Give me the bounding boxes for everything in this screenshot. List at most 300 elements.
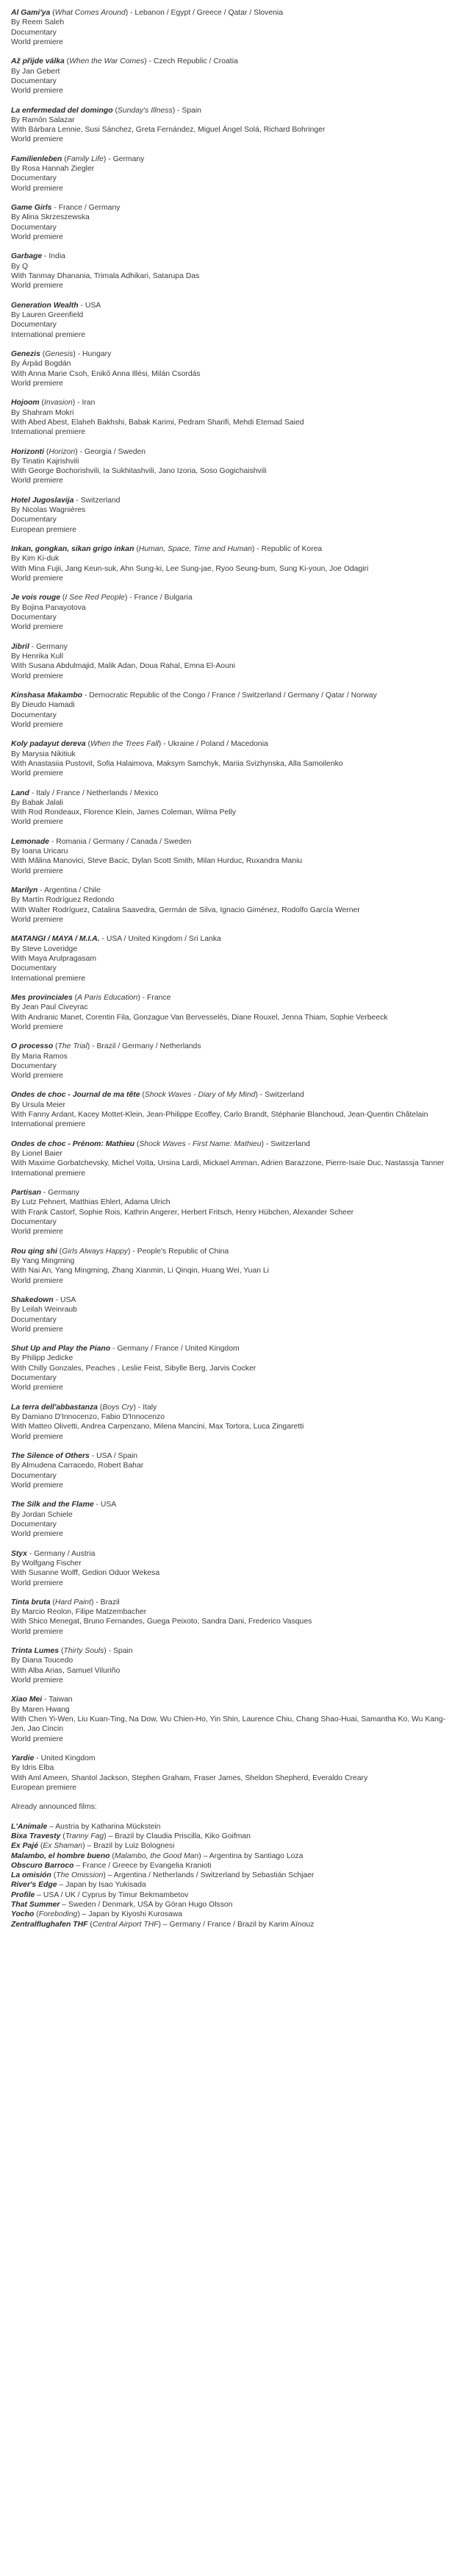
film-heading: Ondes de choc - Journal de ma tête (Shock Waves - Diary of My Mind) - Switzerland xyxy=(11,1091,304,1100)
film-director: By Jordan Schiele xyxy=(11,1510,73,1519)
film-title: La enfermedad del domingo xyxy=(11,106,113,115)
announced-original-title: The Omission xyxy=(56,1871,104,1880)
announced-details: – Argentina by Santiago Loza xyxy=(201,1851,304,1860)
film-type: Documentary xyxy=(11,1520,57,1529)
film-countries: France / Bulgaria xyxy=(134,594,193,602)
film-type: Documentary xyxy=(11,516,57,524)
film-heading: Inkan, gongkan, sikan grigo inkan (Human, Space, Time and Human) - Republic of Korea xyxy=(11,545,323,554)
already-announced-item: Yocho (Foreboding) – Japan by Kiyoshi Kurosawa xyxy=(11,1910,182,1919)
film-original-title: Horizon xyxy=(49,447,76,456)
film-countries: Germany xyxy=(112,154,145,163)
film-original-title: Sunday's Illness xyxy=(117,106,173,115)
film-premiere: World premiere xyxy=(11,87,63,96)
already-announced-item: Malambo, el hombre bueno (Malambo, the Good Man) – Argentina by Santiago Loza xyxy=(11,1851,304,1860)
film-countries: Romania / Germany / Canada / Sweden xyxy=(56,837,192,846)
film-title: MATANGI / MAYA / M.I.A. xyxy=(11,935,100,944)
film-original-title: Family Life xyxy=(66,154,104,163)
film-entry xyxy=(11,544,452,583)
film-heading: MATANGI / MAYA / M.I.A. - USA / United Kingdom / Sri Lanka xyxy=(11,935,221,944)
film-original-title: Human, Space, Time and Human xyxy=(138,545,252,554)
film-type: Documentary xyxy=(11,1217,57,1226)
film-director: By Maria Ramos xyxy=(11,1052,68,1061)
film-cast: With Shico Menegat, Bruno Fernandes, Guega Peixoto, Sandra Dani, Frederico Vasques xyxy=(11,1618,312,1626)
already-announced-item xyxy=(11,1880,452,1890)
film-premiere: World premiere xyxy=(11,184,63,193)
film-director: By Tinatin Kajrishvili xyxy=(11,457,79,466)
film-director: By Marcio Reolon, Filipe Matzembacher xyxy=(11,1608,147,1617)
film-countries: Switzerland xyxy=(270,1139,310,1148)
film-countries: Italy xyxy=(143,1403,157,1412)
film-entry xyxy=(11,398,452,437)
already-announced-item: La omisión (The Omission) – Argentina / Netherlands / Switzerland by Sebastián Schjaer xyxy=(11,1871,315,1880)
film-heading: Hotel Jugoslavija - Switzerland xyxy=(11,496,121,505)
announced-details: – Austria by Katharina Mückstein xyxy=(47,1822,161,1831)
film-cast: With Maya Arulpragasam xyxy=(11,954,97,963)
film-director: By Babak Jalali xyxy=(11,798,64,807)
film-countries: People's Republic of China xyxy=(137,1247,229,1256)
film-premiere: World premiere xyxy=(11,233,63,242)
film-title: La terra dell'abbastanza xyxy=(11,1403,98,1412)
film-heading: The Silence of Others - USA / Spain xyxy=(11,1452,138,1461)
already-announced-item: Bixa Travesty (Tranny Fag) – Brazil by Claudia Priscilla, Kiko Goifman xyxy=(11,1832,251,1840)
film-cast: With Anna Marie Csoh, Enikő Anna Illési, Milán Csordás xyxy=(11,369,201,378)
film-heading: Yardie - United Kingdom xyxy=(11,1754,96,1763)
film-heading: Kinshasa Makambo - Democratic Republic of the Congo / France / Switzerland / Germany / Qatar / Norway xyxy=(11,691,377,700)
film-cast: With Susanne Wolff, Gedion Oduor Wekesa xyxy=(11,1569,160,1578)
film-director: By Philipp Jedicke xyxy=(11,1354,73,1363)
film-entry xyxy=(11,57,452,96)
film-title: Ondes de choc - Prénom: Mathieu xyxy=(11,1139,135,1148)
film-premiere: World premiere xyxy=(11,1228,63,1237)
film-entry xyxy=(11,1695,452,1743)
film-heading: Land - Italy / France / Netherlands / Mexico xyxy=(11,789,159,797)
film-heading: Marilyn - Argentina / Chile xyxy=(11,886,101,895)
announced-title: L'Animale xyxy=(11,1822,48,1831)
film-premiere: World premiere xyxy=(11,915,63,924)
film-cast: With Fanny Ardant, Kacey Mottet-Klein, Jean-Philippe Ecoffey, Carlo Brandt, Stéphanie Blanchoud, Jean-Quentin Châtelain xyxy=(11,1111,428,1120)
film-entry xyxy=(11,1188,452,1237)
already-announced-item xyxy=(11,1890,452,1900)
film-countries: Germany / Austria xyxy=(34,1549,96,1558)
film-entry xyxy=(11,1344,452,1392)
film-title: Koly padayut dereva xyxy=(11,740,86,749)
announced-details: – Argentina / Netherlands / Switzerland by Sebastián Schjaer xyxy=(105,1871,315,1880)
film-premiere: World premiere xyxy=(11,720,63,729)
film-countries: Germany / France / United Kingdom xyxy=(117,1345,240,1353)
film-cast: With Walter Rodríguez, Catalina Saavedra, Germán de Silva, Ignacio Giménez, Rodolfo García Werner xyxy=(11,905,360,914)
already-announced-item xyxy=(11,1861,452,1871)
film-entry xyxy=(11,1754,452,1793)
film-countries: Brazil xyxy=(100,1598,120,1607)
film-director: By Maren Hwang xyxy=(11,1705,70,1714)
film-cast: With Anastasiia Pustovit, Sofia Halaimova, Maksym Samchyk, Mariia Svizhynska, Alla Samoilenko xyxy=(11,759,343,768)
film-premiere: World premiere xyxy=(11,1579,63,1587)
film-countries: Spain xyxy=(112,1647,133,1656)
film-entry xyxy=(11,642,452,681)
film-premiere: World premiere xyxy=(11,867,63,875)
film-type: Documentary xyxy=(11,964,57,973)
film-entry xyxy=(11,252,452,291)
film-cast: With Susana Abdulmajid, Malik Adan, Doua Rahal, Emna El-Aouni xyxy=(11,662,235,671)
film-heading: Koly padayut dereva (When the Trees Fall) - Ukraine / Poland / Macedonia xyxy=(11,740,268,749)
film-entry xyxy=(11,496,452,535)
film-entry xyxy=(11,1090,452,1129)
film-cast: With Alba Arias, Samuel Viluriño xyxy=(11,1666,121,1675)
film-heading: Trinta Lumes (Thirty Souls) - Spain xyxy=(11,1647,133,1656)
film-entry xyxy=(11,1646,452,1685)
film-premiere: World premiere xyxy=(11,477,63,485)
film-premiere: World premiere xyxy=(11,623,63,632)
film-countries: Germany xyxy=(48,1189,79,1198)
film-title: The Silence of Others xyxy=(11,1452,90,1461)
film-title: Game Girls xyxy=(11,204,52,213)
film-heading: Až přijde válka (When the War Comes) - Czech Republic / Croatia xyxy=(11,57,238,66)
film-cast: With Chilly Gonzales, Peaches , Leslie Feist, Sibylle Berg, Jarvis Cocker xyxy=(11,1364,256,1373)
film-premiere: International premiere xyxy=(11,428,86,437)
film-premiere: European premiere xyxy=(11,1783,76,1792)
film-cast: With Mălina Manovici, Steve Bacic, Dylan Scott Smith, Milan Hurduc, Ruxandra Maniu xyxy=(11,857,303,866)
film-countries: USA / Spain xyxy=(96,1452,138,1461)
film-heading: La terra dell'abbastanza (Boys Cry) - Italy xyxy=(11,1403,157,1412)
film-type: Documentary xyxy=(11,174,57,183)
film-director: By Dieudo Hamadi xyxy=(11,701,75,710)
already-announced-section xyxy=(11,1802,452,1929)
announced-original-title: Foreboding xyxy=(38,1910,78,1919)
announced-title: That Summer xyxy=(11,1901,60,1910)
announced-title: River's Edge xyxy=(11,1881,57,1890)
film-countries: Switzerland xyxy=(80,496,121,505)
film-entry xyxy=(11,993,452,1032)
film-countries: Hungary xyxy=(82,349,112,358)
film-director: By Lionel Baier xyxy=(11,1150,62,1159)
film-director: By Bojina Panayotova xyxy=(11,603,86,612)
film-original-title: Hard Paint xyxy=(54,1598,91,1607)
film-heading: Al Gami'ya (What Comes Around) - Lebanon / Egypt / Greece / Qatar / Slovenia xyxy=(11,9,284,17)
film-premiere: World premiere xyxy=(11,672,63,680)
announced-details: – USA / UK / Cyprus by Timur Bekmambetov xyxy=(35,1890,189,1899)
film-director: By Nicolas Wagnières xyxy=(11,506,86,515)
film-cast: With Rod Rondeaux, Florence Klein, James Coleman, Wilma Pelly xyxy=(11,808,237,817)
announced-details: – Sweden / Denmark, USA by Göran Hugo Olsson xyxy=(60,1901,233,1910)
film-title: Rou qing shi xyxy=(11,1247,57,1256)
film-heading: Generation Wealth - USA xyxy=(11,301,101,310)
film-director: By Alina Skrzeszewska xyxy=(11,213,90,222)
film-title: Shakedown xyxy=(11,1295,54,1304)
film-director: By Shahram Mokri xyxy=(11,408,74,417)
film-heading: Horizonti (Horizon) - Georgia / Sweden xyxy=(11,447,146,456)
film-title: Tinta bruta xyxy=(11,1598,51,1607)
film-title: Je vois rouge xyxy=(11,594,60,602)
film-entry xyxy=(11,106,452,145)
announced-details: – Germany / France / Brazil by Karim Aïnouz xyxy=(161,1920,315,1929)
film-premiere: World premiere xyxy=(11,1022,63,1031)
film-director: By Henrika Kull xyxy=(11,652,64,661)
film-director: By Leilah Weinraub xyxy=(11,1306,77,1314)
film-premiere: World premiere xyxy=(11,1276,63,1285)
film-director: By Martín Rodríguez Redondo xyxy=(11,896,115,905)
film-director: By Jan Gebert xyxy=(11,67,60,76)
announced-title: La omisión xyxy=(11,1871,51,1880)
announced-details: – Japan by Kiyoshi Kurosawa xyxy=(79,1910,182,1919)
film-title: Land xyxy=(11,789,29,797)
film-heading: Je vois rouge (I See Red People) - France / Bulgaria xyxy=(11,594,193,602)
film-cast: With Maxime Gorbatchevsky, Michel Voïta, Ursina Lardi, Mickael Amman, Adrien Barazzone, Pierre-Isaïe Duc, Nastassja Tanner xyxy=(11,1159,445,1168)
film-director: By Damiano D'Innocenzo, Fabio D'Innocenzo xyxy=(11,1413,165,1422)
film-premiere: World premiere xyxy=(11,379,63,388)
film-entry xyxy=(11,739,452,778)
film-type: Documentary xyxy=(11,223,57,232)
film-title: Mes provinciales xyxy=(11,993,73,1002)
announced-title: Zentralflughafen THF xyxy=(11,1920,88,1929)
announced-original-title: Malambo, the Good Man xyxy=(114,1851,199,1860)
film-cast: With Andranic Manet, Corentin Fila, Gonzague Van Bervesselès, Diane Rouxel, Jenna Thiam, Sophie Verbeeck xyxy=(11,1013,388,1022)
film-original-title: Shock Waves - First Name: Mathieu xyxy=(139,1139,262,1148)
film-title: O processo xyxy=(11,1042,54,1051)
film-heading: O processo (The Trial) - Brazil / Germany / Netherlands xyxy=(11,1042,201,1051)
film-countries: Czech Republic / Croatia xyxy=(153,57,238,66)
film-entry xyxy=(11,886,452,925)
film-countries: France xyxy=(147,993,171,1002)
film-heading: Partisan - Germany xyxy=(11,1189,79,1198)
film-entry xyxy=(11,8,452,47)
film-title: Marilyn xyxy=(11,886,38,895)
announced-details: – France / Greece by Evangelia Kranioti xyxy=(73,1861,212,1870)
already-announced-item: Zentralflughafen THF (Central Airport THF) – Germany / France / Brazil by Karim Aïnouz xyxy=(11,1920,315,1929)
film-heading: Familienleben (Family Life) - Germany xyxy=(11,154,145,163)
film-director: By Marysia Nikitiuk xyxy=(11,750,76,758)
announced-original-title: Tranny Fag xyxy=(65,1832,104,1840)
film-title: Horizonti xyxy=(11,447,45,456)
film-countries: Spain xyxy=(182,106,201,115)
film-title: Styx xyxy=(11,1549,27,1558)
film-entry xyxy=(11,1598,452,1637)
film-premiere: World premiere xyxy=(11,135,63,144)
film-original-title: Thirty Souls xyxy=(63,1647,104,1656)
film-heading: Shakedown - USA xyxy=(11,1295,76,1304)
film-premiere: World premiere xyxy=(11,1676,63,1685)
film-list xyxy=(11,8,452,1793)
film-original-title: A Paris Education xyxy=(77,993,138,1002)
film-title: Generation Wealth xyxy=(11,301,79,310)
film-countries: Italy / France / Netherlands / Mexico xyxy=(36,789,159,797)
film-type: Documentary xyxy=(11,1471,57,1480)
film-title: Ondes de choc - Journal de ma tête xyxy=(11,1091,140,1100)
film-director: By Reem Saleh xyxy=(11,18,65,27)
film-director: By Ursula Meier xyxy=(11,1100,65,1109)
film-heading: Garbage - India xyxy=(11,252,65,261)
film-premiere: World premiere xyxy=(11,818,63,827)
film-type: Documentary xyxy=(11,28,57,37)
film-original-title: Girls Always Happy xyxy=(62,1247,128,1256)
film-premiere: International premiere xyxy=(11,1120,86,1129)
film-heading: Shut Up and Play the Piano - Germany / France / United Kingdom xyxy=(11,1345,240,1353)
film-cast: With Matteo Olivetti, Andrea Carpenzano, Milena Mancini, Max Tortora, Luca Zingaretti xyxy=(11,1423,304,1431)
film-premiere: World premiere xyxy=(11,1530,63,1539)
film-countries: Lebanon / Egypt / Greece / Qatar / Slovenia xyxy=(134,9,284,17)
film-premiere: World premiere xyxy=(11,1734,63,1743)
film-heading: Xiao Mei - Taiwan xyxy=(11,1696,73,1704)
film-director: By Árpád Bogdán xyxy=(11,360,71,369)
film-cast: With Bárbara Lennie, Susi Sánchez, Greta Fernández, Miguel Ángel Solá, Richard Bohringer xyxy=(11,126,326,135)
film-countries: India xyxy=(49,252,65,261)
already-announced-list xyxy=(11,1822,452,1929)
announced-title: Ex Pajé xyxy=(11,1842,38,1851)
film-heading: Hojoom (Invasion) - Iran xyxy=(11,399,96,408)
film-countries: Ukraine / Poland / Macedonia xyxy=(168,740,268,749)
film-countries: Germany xyxy=(36,642,68,651)
announced-title: Obscuro Barroco xyxy=(11,1861,74,1870)
film-original-title: When the Trees Fall xyxy=(90,740,159,749)
film-title: Xiao Mei xyxy=(11,1696,43,1704)
film-entry xyxy=(11,1549,452,1588)
film-original-title: Invasion xyxy=(44,399,73,408)
film-type: Documentary xyxy=(11,77,57,85)
film-premiere: International premiere xyxy=(11,330,86,339)
film-director: By Diana Toucedo xyxy=(11,1657,73,1665)
announced-details: – Japan by Isao Yukisada xyxy=(57,1881,146,1890)
film-entry xyxy=(11,1403,452,1442)
film-entry xyxy=(11,1500,452,1539)
film-countries: Switzerland xyxy=(265,1091,304,1100)
film-entry xyxy=(11,447,452,486)
film-premiere: World premiere xyxy=(11,1432,63,1441)
film-entry xyxy=(11,1295,452,1334)
film-countries: Argentina / Chile xyxy=(44,886,101,895)
film-heading: Tinta bruta (Hard Paint) - Brazil xyxy=(11,1598,120,1607)
film-director: By Yang Mingming xyxy=(11,1256,75,1265)
film-premiere: World premiere xyxy=(11,1072,63,1081)
announced-title: Yocho xyxy=(11,1910,35,1919)
film-director: By Lauren Greenfield xyxy=(11,310,84,319)
film-premiere: World premiere xyxy=(11,769,63,778)
film-type: Documentary xyxy=(11,613,57,622)
film-title: Genezis xyxy=(11,349,40,358)
film-countries: USA xyxy=(85,301,101,310)
film-director: By Jean Paul Civeyrac xyxy=(11,1003,88,1012)
film-director: By Q xyxy=(11,262,29,271)
film-type: Documentary xyxy=(11,1315,57,1324)
announced-title: Malambo, el hombre bueno xyxy=(11,1851,110,1860)
film-entry xyxy=(11,203,452,242)
film-countries: Brazil / Germany / Netherlands xyxy=(96,1042,201,1051)
film-countries: France / Germany xyxy=(58,204,121,213)
film-premiere: World premiere xyxy=(11,1481,63,1490)
film-cast: With Mina Fujii, Jang Keun-suk, Ahn Sung-ki, Lee Sung-jae, Ryoo Seung-bum, Sung Ki-youn, Joe Odagiri xyxy=(11,564,369,573)
film-countries: Iran xyxy=(82,399,96,408)
already-announced-item xyxy=(11,1900,452,1910)
film-director: By Wolfgang Fischer xyxy=(11,1559,82,1568)
film-entry xyxy=(11,154,452,193)
film-title: Yardie xyxy=(11,1754,35,1763)
film-premiere: World premiere xyxy=(11,1325,63,1334)
already-announced-heading: Already announced films: xyxy=(11,1803,97,1812)
film-type: Documentary xyxy=(11,1061,57,1070)
film-premiere: World premiere xyxy=(11,574,63,583)
film-entry xyxy=(11,593,452,632)
already-announced-item: Ex Pajé (Ex Shaman) – Brazil by Luiz Bolognesi xyxy=(11,1842,175,1851)
announced-title: Bixa Travesty xyxy=(11,1832,61,1840)
film-heading: Rou qing shi (Girls Always Happy) - People's Republic of China xyxy=(11,1247,229,1256)
film-premiere: International premiere xyxy=(11,1169,86,1178)
film-premiere: European premiere xyxy=(11,525,76,534)
film-entry xyxy=(11,934,452,983)
film-original-title: Shock Waves - Diary of My Mind xyxy=(144,1091,256,1100)
film-countries: USA / United Kingdom / Sri Lanka xyxy=(106,935,221,944)
film-heading: Mes provinciales (A Paris Education) - France xyxy=(11,993,171,1002)
film-director: By Lutz Pehnert, Matthias Ehlert, Adama Ulrich xyxy=(11,1198,171,1207)
film-entry xyxy=(11,1042,452,1081)
film-premiere: World premiere xyxy=(11,1627,63,1636)
film-title: Až přijde válka xyxy=(11,57,65,66)
film-director: By Ioana Uricaru xyxy=(11,847,68,856)
film-title: Trinta Lumes xyxy=(11,1647,60,1656)
film-premiere: World premiere xyxy=(11,282,63,291)
film-title: Lemonade xyxy=(11,837,49,846)
film-type: Documentary xyxy=(11,711,57,719)
film-title: Partisan xyxy=(11,1189,42,1198)
film-countries: Democratic Republic of the Congo / France / Switzerland / Germany / Qatar / Norway xyxy=(89,691,377,700)
film-type: Documentary xyxy=(11,1374,57,1383)
film-cast: With Nai An, Yang Mingming, Zhang Xianmin, Li Qinqin, Huang Wei, Yuan Li xyxy=(11,1267,269,1275)
film-title: Kinshasa Makambo xyxy=(11,691,83,700)
film-cast: With Chen Yi-Wen, Liu Kuan-Ting, Na Dow, Wu Chien-Ho, Yin Shin, Laurence Chiu, Chang Shao-Huai, Samantha Ko, Wu Kang-Jen, Jao Cincin xyxy=(11,1715,446,1734)
film-title: Hotel Jugoslavija xyxy=(11,496,74,505)
film-entry xyxy=(11,1139,452,1178)
film-heading: Ondes de choc - Prénom: Mathieu (Shock Waves - First Name: Mathieu) - Switzerland xyxy=(11,1139,310,1148)
film-director: By Rosa Hannah Ziegler xyxy=(11,165,95,174)
film-director: By Steve Loveridge xyxy=(11,944,78,953)
film-heading: Jibril - Germany xyxy=(11,642,68,651)
film-title: Inkan, gongkan, sikan grigo inkan xyxy=(11,545,134,554)
already-announced-item xyxy=(11,1822,452,1832)
film-director: By Kim Ki-duk xyxy=(11,555,60,563)
film-entry xyxy=(11,301,452,340)
film-title: Familienleben xyxy=(11,154,62,163)
film-original-title: I See Red People xyxy=(65,594,125,602)
film-heading: Styx - Germany / Austria xyxy=(11,1549,96,1558)
film-countries: Georgia / Sweden xyxy=(84,447,146,456)
announced-original-title: Ex Shaman xyxy=(43,1842,83,1851)
film-title: Shut Up and Play the Piano xyxy=(11,1345,111,1353)
film-title: Jibril xyxy=(11,642,29,651)
film-countries: USA xyxy=(100,1501,117,1509)
film-countries: United Kingdom xyxy=(40,1754,96,1763)
film-heading: Game Girls - France / Germany xyxy=(11,204,121,213)
film-countries: Taiwan xyxy=(49,1696,73,1704)
film-cast: With Tanmay Dhanania, Trimala Adhikari, Satarupa Das xyxy=(11,272,200,280)
film-heading: The Silk and the Flame - USA xyxy=(11,1501,117,1509)
film-premiere: International premiere xyxy=(11,974,86,983)
film-entry xyxy=(11,789,452,828)
film-title: The Silk and the Flame xyxy=(11,1501,94,1509)
announced-title: Profile xyxy=(11,1890,35,1899)
film-cast: With Abed Abest, Elaheh Bakhshi, Babak Karimi, Pedram Sharifi, Mehdi Etemad Saied xyxy=(11,418,304,427)
film-entry xyxy=(11,1451,452,1490)
film-premiere: World premiere xyxy=(11,1384,63,1392)
film-entry xyxy=(11,837,452,876)
film-cast: With George Bochorishvili, Ia Sukhitashvili, Jano Izoria, Soso Gogichaishvili xyxy=(11,467,267,476)
film-entry xyxy=(11,691,452,730)
film-original-title: Boys Cry xyxy=(102,1403,134,1412)
film-director: By Almudena Carracedo, Robert Bahar xyxy=(11,1462,144,1470)
film-cast: With Frank Castorf, Sophie Rois, Kathrin Angerer, Herbert Fritsch, Henry Hübchen, Alexander Scheer xyxy=(11,1208,354,1217)
film-countries: USA xyxy=(60,1295,76,1304)
film-entry xyxy=(11,1247,452,1286)
film-heading: Lemonade - Romania / Germany / Canada / Sweden xyxy=(11,837,192,846)
film-title: Al Gami'ya xyxy=(11,9,51,17)
film-title: Garbage xyxy=(11,252,43,261)
film-director: By Ramón Salazar xyxy=(11,115,75,124)
